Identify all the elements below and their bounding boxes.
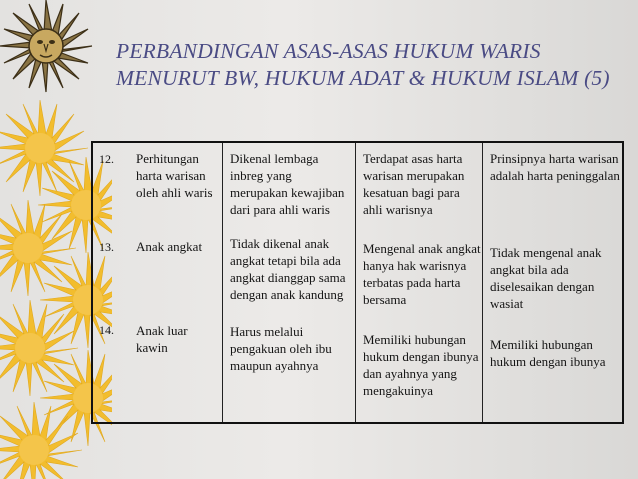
topic-cell: Anak luar kawin bbox=[136, 323, 188, 355]
topic-cell: Perhitungan harta warisan oleh ahli waris bbox=[136, 151, 213, 200]
sun-icon bbox=[0, 200, 76, 296]
row-number: 14. bbox=[99, 323, 114, 337]
sun-icon bbox=[0, 100, 88, 196]
column-divider bbox=[482, 143, 483, 422]
adat-cell: Mengenal anak angkat hanya hak warisnya terbatas pada harta bersama bbox=[363, 241, 481, 307]
bw-cell: Tidak dikenal anak angkat tetapi bila ada angkat dianggap sama dengan anak kandung bbox=[230, 236, 346, 302]
adat-cell: Terdapat asas harta warisan merupakan kesatuan bagi para ahli warisnya bbox=[363, 151, 465, 217]
islam-cell: Tidak mengenal anak angkat bila ada diselesaikan dengan wasiat bbox=[490, 245, 602, 311]
slide-title-line-2: MENURUT BW, HUKUM ADAT & HUKUM ISLAM (5) bbox=[116, 66, 610, 90]
column-divider bbox=[355, 143, 356, 422]
row-number: 13. bbox=[99, 240, 114, 254]
sun-icon bbox=[0, 300, 78, 396]
slide-title bbox=[116, 38, 636, 92]
islam-cell: Memiliki hubungan hukum dengan ibunya bbox=[490, 337, 606, 369]
bw-cell: Harus melalui pengakuan oleh ibu maupun ayahnya bbox=[230, 324, 332, 373]
row-number: 12. bbox=[99, 152, 114, 166]
sun-face-icon bbox=[0, 0, 92, 92]
adat-cell: Memiliki hubungan hukum dengan ibunya dan ayahnya yang mengakuinya bbox=[363, 332, 479, 398]
topic-cell: Anak angkat bbox=[136, 239, 203, 254]
slide-title-line-1: PERBANDINGAN ASAS-ASAS HUKUM WARIS bbox=[116, 39, 541, 63]
islam-cell: Prinsipnya harta warisan adalah harta peninggalan bbox=[490, 151, 620, 183]
comparison-table bbox=[91, 141, 624, 424]
bw-cell: Dikenal lembaga inbreg yang merupakan kewajiban dari para ahli waris bbox=[230, 151, 345, 217]
column-divider bbox=[222, 143, 223, 422]
